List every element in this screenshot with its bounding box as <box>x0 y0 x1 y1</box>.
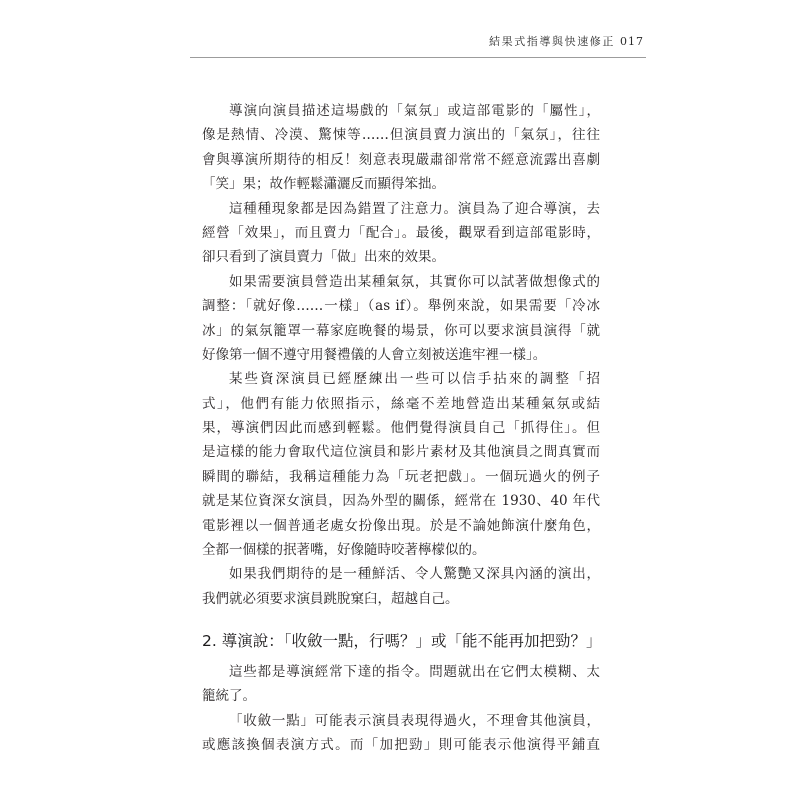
text-line: 某些資深演員已經歷練出一些可以信手拈來的調整「招 <box>229 371 600 388</box>
text-line: 式」，他們有能力依照指示，絲毫不差地營造出某種氣氛或結 <box>202 395 600 412</box>
text-line: 這些都是導演經常下達的指令。問題就出在它們太模糊、太 <box>229 663 600 680</box>
text-line: 冰」的氣氛籠罩一幕家庭晚餐的場景，你可以要求演員演得「就 <box>202 322 600 339</box>
text-line: 「收斂一點」可能表示演員表現得過火，不理會其他演員， <box>229 712 600 729</box>
running-title: 結果式指導與快速修正 <box>489 35 615 48</box>
text-line: 導演向演員描述這場戲的「氣氛」或這部電影的「屬性」， <box>229 103 600 119</box>
text-line: 像是熱情、冷漠、驚悚等……但演員賣力演出的「氣氛」，往往 <box>202 127 600 144</box>
text-line: 電影裡以一個普通老處女扮像出現。於是不論她飾演什麼角色， <box>202 517 600 534</box>
section-heading: 2. 導演說：「收斂一點，行嗎？」或「能不能再加把勁？」 <box>202 632 602 650</box>
text-line: 這種種現象都是因為錯置了注意力。演員為了迎合導演，去 <box>229 200 600 217</box>
paragraph <box>202 367 600 562</box>
paragraph <box>202 709 600 758</box>
text-line: 如果需要演員營造出某種氣氛，其實你可以試著做想像式的 <box>229 273 600 290</box>
text-line: 我們就必須要求演員跳脫窠臼，超越自己。 <box>202 590 459 607</box>
text-line: 會與導演所期待的相反！刻意表現嚴肅卻常常不經意流露出喜劇 <box>202 151 600 168</box>
text-line: 或應該換個表演方式。而「加把勁」則可能表示他演得平鋪直 <box>202 736 600 753</box>
page-number: 017 <box>620 35 644 48</box>
paragraph <box>202 99 600 197</box>
text-line: 瞬間的聯結，我稱這種能力為「玩老把戲」。一個玩過火的例子 <box>202 468 600 485</box>
text-line: 「笑」果；故作輕鬆瀟灑反而顯得笨拙。 <box>202 176 445 193</box>
text-line: 如果我們期待的是一種鮮活、令人驚艷又深具內涵的演出， <box>229 566 600 583</box>
text-line: 全都一個樣的抿著嘴，好像隨時咬著檸檬似的。 <box>202 542 486 559</box>
text-line: 好像第一個不遵守用餐禮儀的人會立刻被送進牢裡一樣」。 <box>202 346 547 363</box>
header-rule <box>190 57 646 58</box>
paragraph <box>202 660 600 709</box>
paragraph <box>202 270 600 368</box>
text-line: 調整：「就好像……一樣」（as if）。舉例來說，如果需要「冷冰 <box>202 298 600 315</box>
text-line: 果，導演們因此而感到輕鬆。他們覺得演員自己「抓得住」。但 <box>202 420 600 437</box>
running-header <box>489 34 644 50</box>
text-line: 是這樣的能力會取代這位演員和影片素材及其他演員之間真實而 <box>202 444 600 461</box>
text-line: 卻只看到了演員賣力「做」出來的效果。 <box>202 249 445 266</box>
paragraph <box>202 562 600 611</box>
paragraph <box>202 197 600 270</box>
text-line: 籠統了。 <box>202 688 256 705</box>
text-line: 就是某位資深女演員，因為外型的關係，經常在 1930、40 年代 <box>202 493 600 510</box>
body-text <box>202 99 600 757</box>
text-line: 經營「效果」，而且賣力「配合」。最後，觀眾看到這部電影時， <box>202 224 600 241</box>
